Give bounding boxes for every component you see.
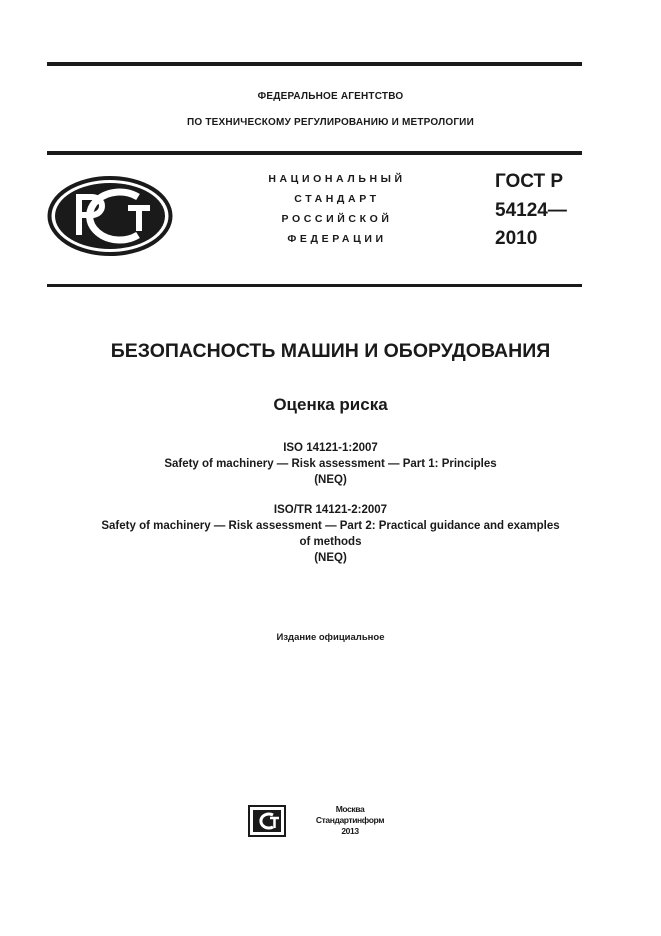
standard-type-line-4: ФЕДЕРАЦИИ	[287, 233, 387, 245]
standard-type-line-3: РОССИЙСКОЙ	[281, 213, 393, 225]
reference-code: ISO 14121-1:2007	[283, 442, 378, 454]
top-rule	[47, 62, 582, 66]
designation-line-3: 2010	[495, 228, 538, 249]
standartinform-logo-icon	[248, 805, 286, 837]
publisher-name: Стандартинформ	[315, 815, 385, 825]
reference-title-cont: of methods	[299, 536, 362, 548]
logo-rule	[47, 284, 582, 287]
publisher-block	[300, 804, 400, 837]
reference-degree: (NEQ)	[314, 552, 347, 564]
publisher-year: 2013	[341, 826, 359, 836]
reference-degree: (NEQ)	[314, 474, 347, 486]
reference-code: ISO/TR 14121-2:2007	[273, 504, 388, 516]
reference-2	[0, 502, 661, 566]
document-title: БЕЗОПАСНОСТЬ МАШИН И ОБОРУДОВАНИЯ	[110, 340, 551, 362]
standard-type-line-2: СТАНДАРТ	[294, 193, 380, 205]
reference-1	[0, 440, 661, 488]
designation-line-1: ГОСТ Р	[495, 171, 564, 192]
agency-line-2: ПО ТЕХНИЧЕСКОМУ РЕГУЛИРОВАНИЮ И МЕТРОЛОГИИ	[187, 117, 474, 128]
standard-type-line-1: НАЦИОНАЛЬНЫЙ	[268, 173, 406, 185]
designation-line-2: 54124—	[495, 200, 567, 221]
header-rule	[47, 151, 582, 155]
agency-line-1: ФЕДЕРАЛЬНОЕ АГЕНТСТВО	[257, 91, 404, 102]
reference-title: Safety of machinery — Risk assessment — Part 2: Practical guidance and examples	[101, 520, 560, 532]
edition-label: Издание официальное	[276, 632, 385, 643]
document-subtitle: Оценка риска	[273, 395, 388, 414]
rst-certification-mark-icon	[46, 175, 174, 257]
publisher-city: Москва	[335, 804, 365, 814]
reference-title: Safety of machinery — Risk assessment — Part 1: Principles	[164, 458, 497, 470]
